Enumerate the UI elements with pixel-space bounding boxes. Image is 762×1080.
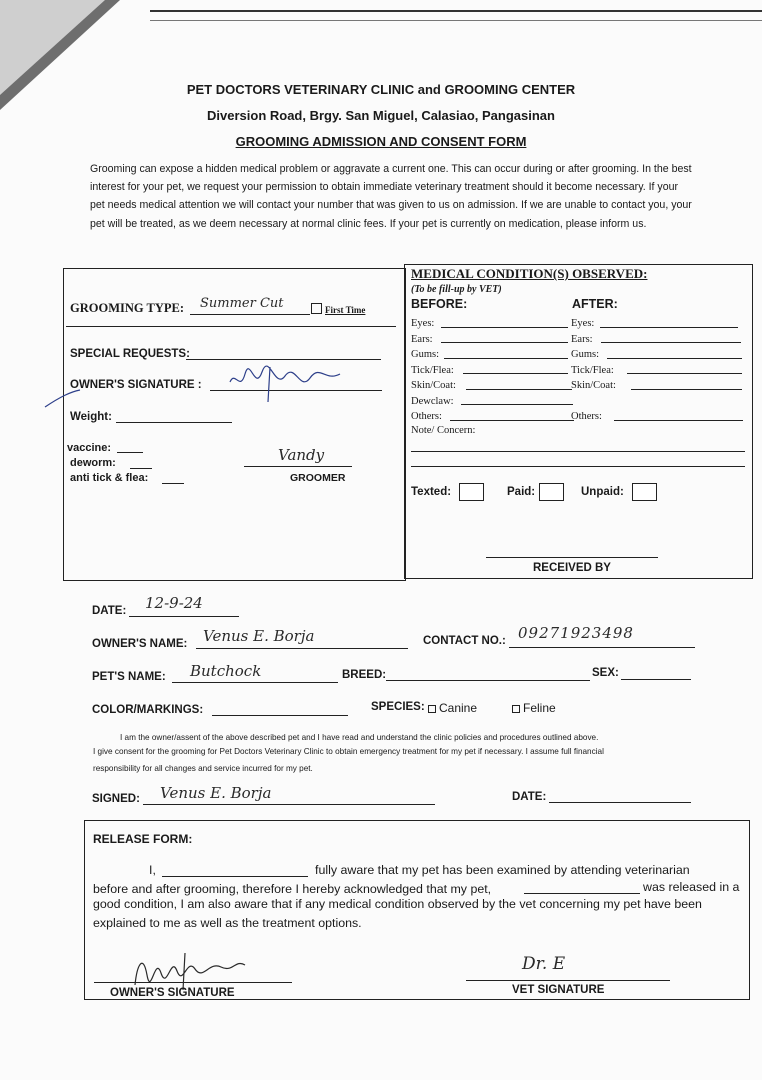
consent-line-2: I give consent for the grooming for Pet Doctors Veterinary Clinic to obtain emergency treatment for my pet if necessary. I assume full financial [93, 747, 604, 756]
weight-line[interactable] [116, 422, 232, 423]
consent-date-label: DATE: [512, 791, 547, 803]
after-eyes-line[interactable] [600, 327, 738, 328]
release-line-1b: fully aware that my pet has been examined by attending veterinarian [315, 863, 690, 877]
vet-signature-value: Dr. E [522, 954, 566, 974]
grooming-type-label: GROOMING TYPE: [70, 301, 185, 315]
date-line[interactable] [129, 616, 239, 617]
sex-line[interactable] [621, 679, 691, 680]
sex-label: SEX: [592, 667, 619, 679]
before-item: Dewclaw: [411, 395, 454, 407]
release-line-2b: was released in a [643, 880, 740, 894]
vaccine-line[interactable] [117, 452, 143, 453]
release-line-4: explained to me as well as the treatment options. [93, 916, 362, 930]
tick-flea-line[interactable] [162, 483, 184, 484]
tick-flea-label: anti tick & flea: [70, 472, 149, 484]
release-line-3: good condition, I am also aware that if any medical condition observed by the vet concerning my pet have been [93, 897, 702, 911]
after-skin-line[interactable] [631, 389, 742, 390]
signed-value[interactable]: Venus E. Borja [160, 784, 272, 802]
release-name-line[interactable] [162, 876, 308, 877]
grooming-type-line [190, 314, 310, 315]
pet-name-value[interactable]: Butchock [190, 662, 262, 680]
date-label: DATE: [92, 605, 127, 617]
grooming-type-line-2 [66, 326, 396, 327]
after-item: Skin/Coat: [571, 380, 616, 391]
canine-option[interactable] [428, 701, 477, 715]
signed-line[interactable] [143, 804, 435, 805]
canine-label: Canine [439, 701, 478, 715]
color-markings-label: COLOR/MARKINGS: [92, 704, 204, 716]
received-by-line[interactable] [486, 557, 658, 558]
before-item: Others: [411, 411, 442, 422]
special-requests-line[interactable] [186, 359, 381, 360]
contact-label: CONTACT NO.: [423, 635, 506, 647]
owner-name-value[interactable]: Venus E. Borja [203, 627, 315, 645]
color-markings-line[interactable] [212, 715, 348, 716]
before-others-line[interactable] [450, 420, 574, 421]
feline-option[interactable] [512, 701, 556, 715]
clinic-name: PET DOCTORS VETERINARY CLINIC and GROOMING CENTER [186, 82, 576, 97]
intro-paragraph: Grooming can expose a hidden medical problem or aggravate a current one. This can occur during or after grooming. In the best interest for your pet, we request your permission to obtain immediate veterinary treatment should it become necessary. If your pet needs medical attention we will contact your number that was given to us on admission. If we are unable to contact you, your pet will be treated, as we deem necessary at normal clinic fees. If your pet is currently on medication, please inform us. [90, 163, 692, 230]
before-item: Ears: [411, 333, 433, 345]
groomer-signature: Vandy [278, 446, 325, 464]
owner-name-label: OWNER'S NAME: [92, 638, 188, 650]
canine-checkbox[interactable] [428, 705, 436, 713]
before-item: Gums: [411, 349, 440, 360]
before-item: Eyes: [411, 318, 435, 329]
before-ears-line[interactable] [441, 342, 568, 343]
after-label: AFTER: [572, 297, 618, 311]
grooming-type-value[interactable]: Summer Cut [200, 296, 284, 311]
consent-date-line[interactable] [549, 802, 691, 803]
contact-line[interactable] [509, 647, 695, 648]
before-dewclaw-line[interactable] [461, 404, 573, 405]
vet-signature-line[interactable] [466, 980, 670, 981]
after-ears-line[interactable] [601, 342, 741, 343]
species-label: SPECIES: [371, 701, 425, 713]
owner-name-line[interactable] [196, 648, 408, 649]
release-line-2a: before and after grooming, therefore I hereby acknowledged that my pet, [93, 882, 492, 896]
paid-checkbox[interactable] [539, 483, 564, 501]
folded-corner [0, 0, 105, 95]
after-item: Ears: [571, 333, 593, 345]
deworm-line[interactable] [130, 468, 152, 469]
note-concern-label: Note/ Concern: [411, 425, 476, 436]
before-list [411, 316, 456, 425]
clinic-address: Diversion Road, Brgy. San Miguel, Calasiao, Pangasinan [207, 108, 555, 123]
texted-label: Texted: [411, 486, 452, 498]
first-time-checkbox[interactable] [311, 303, 322, 314]
owner-signature-label: OWNER'S SIGNATURE : [70, 379, 202, 391]
received-by-label: RECEIVED BY [533, 562, 611, 574]
after-item: Eyes: [571, 318, 595, 329]
release-pet-line[interactable] [524, 893, 640, 894]
release-line-1a: I, [149, 863, 156, 877]
after-item: Gums: [571, 349, 600, 360]
contact-value[interactable]: 09271923498 [518, 624, 634, 642]
texted-checkbox[interactable] [459, 483, 484, 501]
consent-line-3: responsibility for all changes and service incurred for my pet. [93, 764, 313, 773]
breed-line[interactable] [386, 680, 590, 681]
weight-label: Weight: [70, 411, 112, 423]
after-item: Others: [571, 411, 602, 422]
release-owner-signature-scribble [125, 945, 255, 993]
consent-line-1: I am the owner/assent of the above described pet and I have read and understand the clinic policies and procedures outlined above. [120, 733, 599, 742]
deworm-label: deworm: [70, 457, 116, 469]
pet-name-label: PET'S NAME: [92, 671, 166, 683]
top-edge-line [150, 10, 762, 21]
after-item: Tick/Flea: [571, 364, 614, 376]
note-line-2[interactable] [411, 466, 745, 467]
note-line-1[interactable] [411, 451, 745, 452]
after-tick-line[interactable] [627, 373, 742, 374]
pet-name-line[interactable] [172, 682, 338, 683]
unpaid-label: Unpaid: [581, 486, 624, 498]
paid-label: Paid: [507, 486, 536, 498]
release-owner-signature-label: OWNER'S SIGNATURE [110, 987, 235, 999]
special-requests-label: SPECIAL REQUESTS: [70, 348, 190, 360]
breed-label: BREED: [342, 669, 387, 681]
form-title: GROOMING ADMISSION AND CONSENT FORM [235, 134, 527, 149]
vet-signature-label: VET SIGNATURE [512, 984, 605, 996]
before-item: Tick/Flea: [411, 364, 454, 376]
after-list [571, 316, 616, 425]
vaccine-label: vaccine: [67, 442, 112, 454]
before-skin-line[interactable] [466, 389, 572, 390]
before-label: BEFORE: [411, 297, 468, 311]
signed-label: SIGNED: [92, 793, 140, 805]
before-eyes-line[interactable] [441, 327, 568, 328]
feline-checkbox[interactable] [512, 705, 520, 713]
before-gums-line[interactable] [444, 358, 568, 359]
feline-label: Feline [523, 701, 556, 715]
vet-fill-note: (To be fill-up by VET) [411, 284, 502, 295]
release-form-title: RELEASE FORM: [93, 832, 193, 846]
before-tick-line[interactable] [463, 373, 568, 374]
after-gums-line[interactable] [607, 358, 742, 359]
unpaid-checkbox[interactable] [632, 483, 657, 501]
first-time-option[interactable] [311, 303, 365, 315]
after-others-line[interactable] [614, 420, 743, 421]
owner-signature-scribble [40, 362, 360, 412]
groomer-label: GROOMER [290, 472, 346, 484]
first-time-label: First Time [325, 305, 366, 315]
groomer-line[interactable] [244, 466, 352, 467]
before-item: Skin/Coat: [411, 380, 456, 391]
date-value[interactable]: 12-9-24 [145, 594, 203, 612]
medical-condition-title: MEDICAL CONDITION(S) OBSERVED: [411, 266, 648, 281]
